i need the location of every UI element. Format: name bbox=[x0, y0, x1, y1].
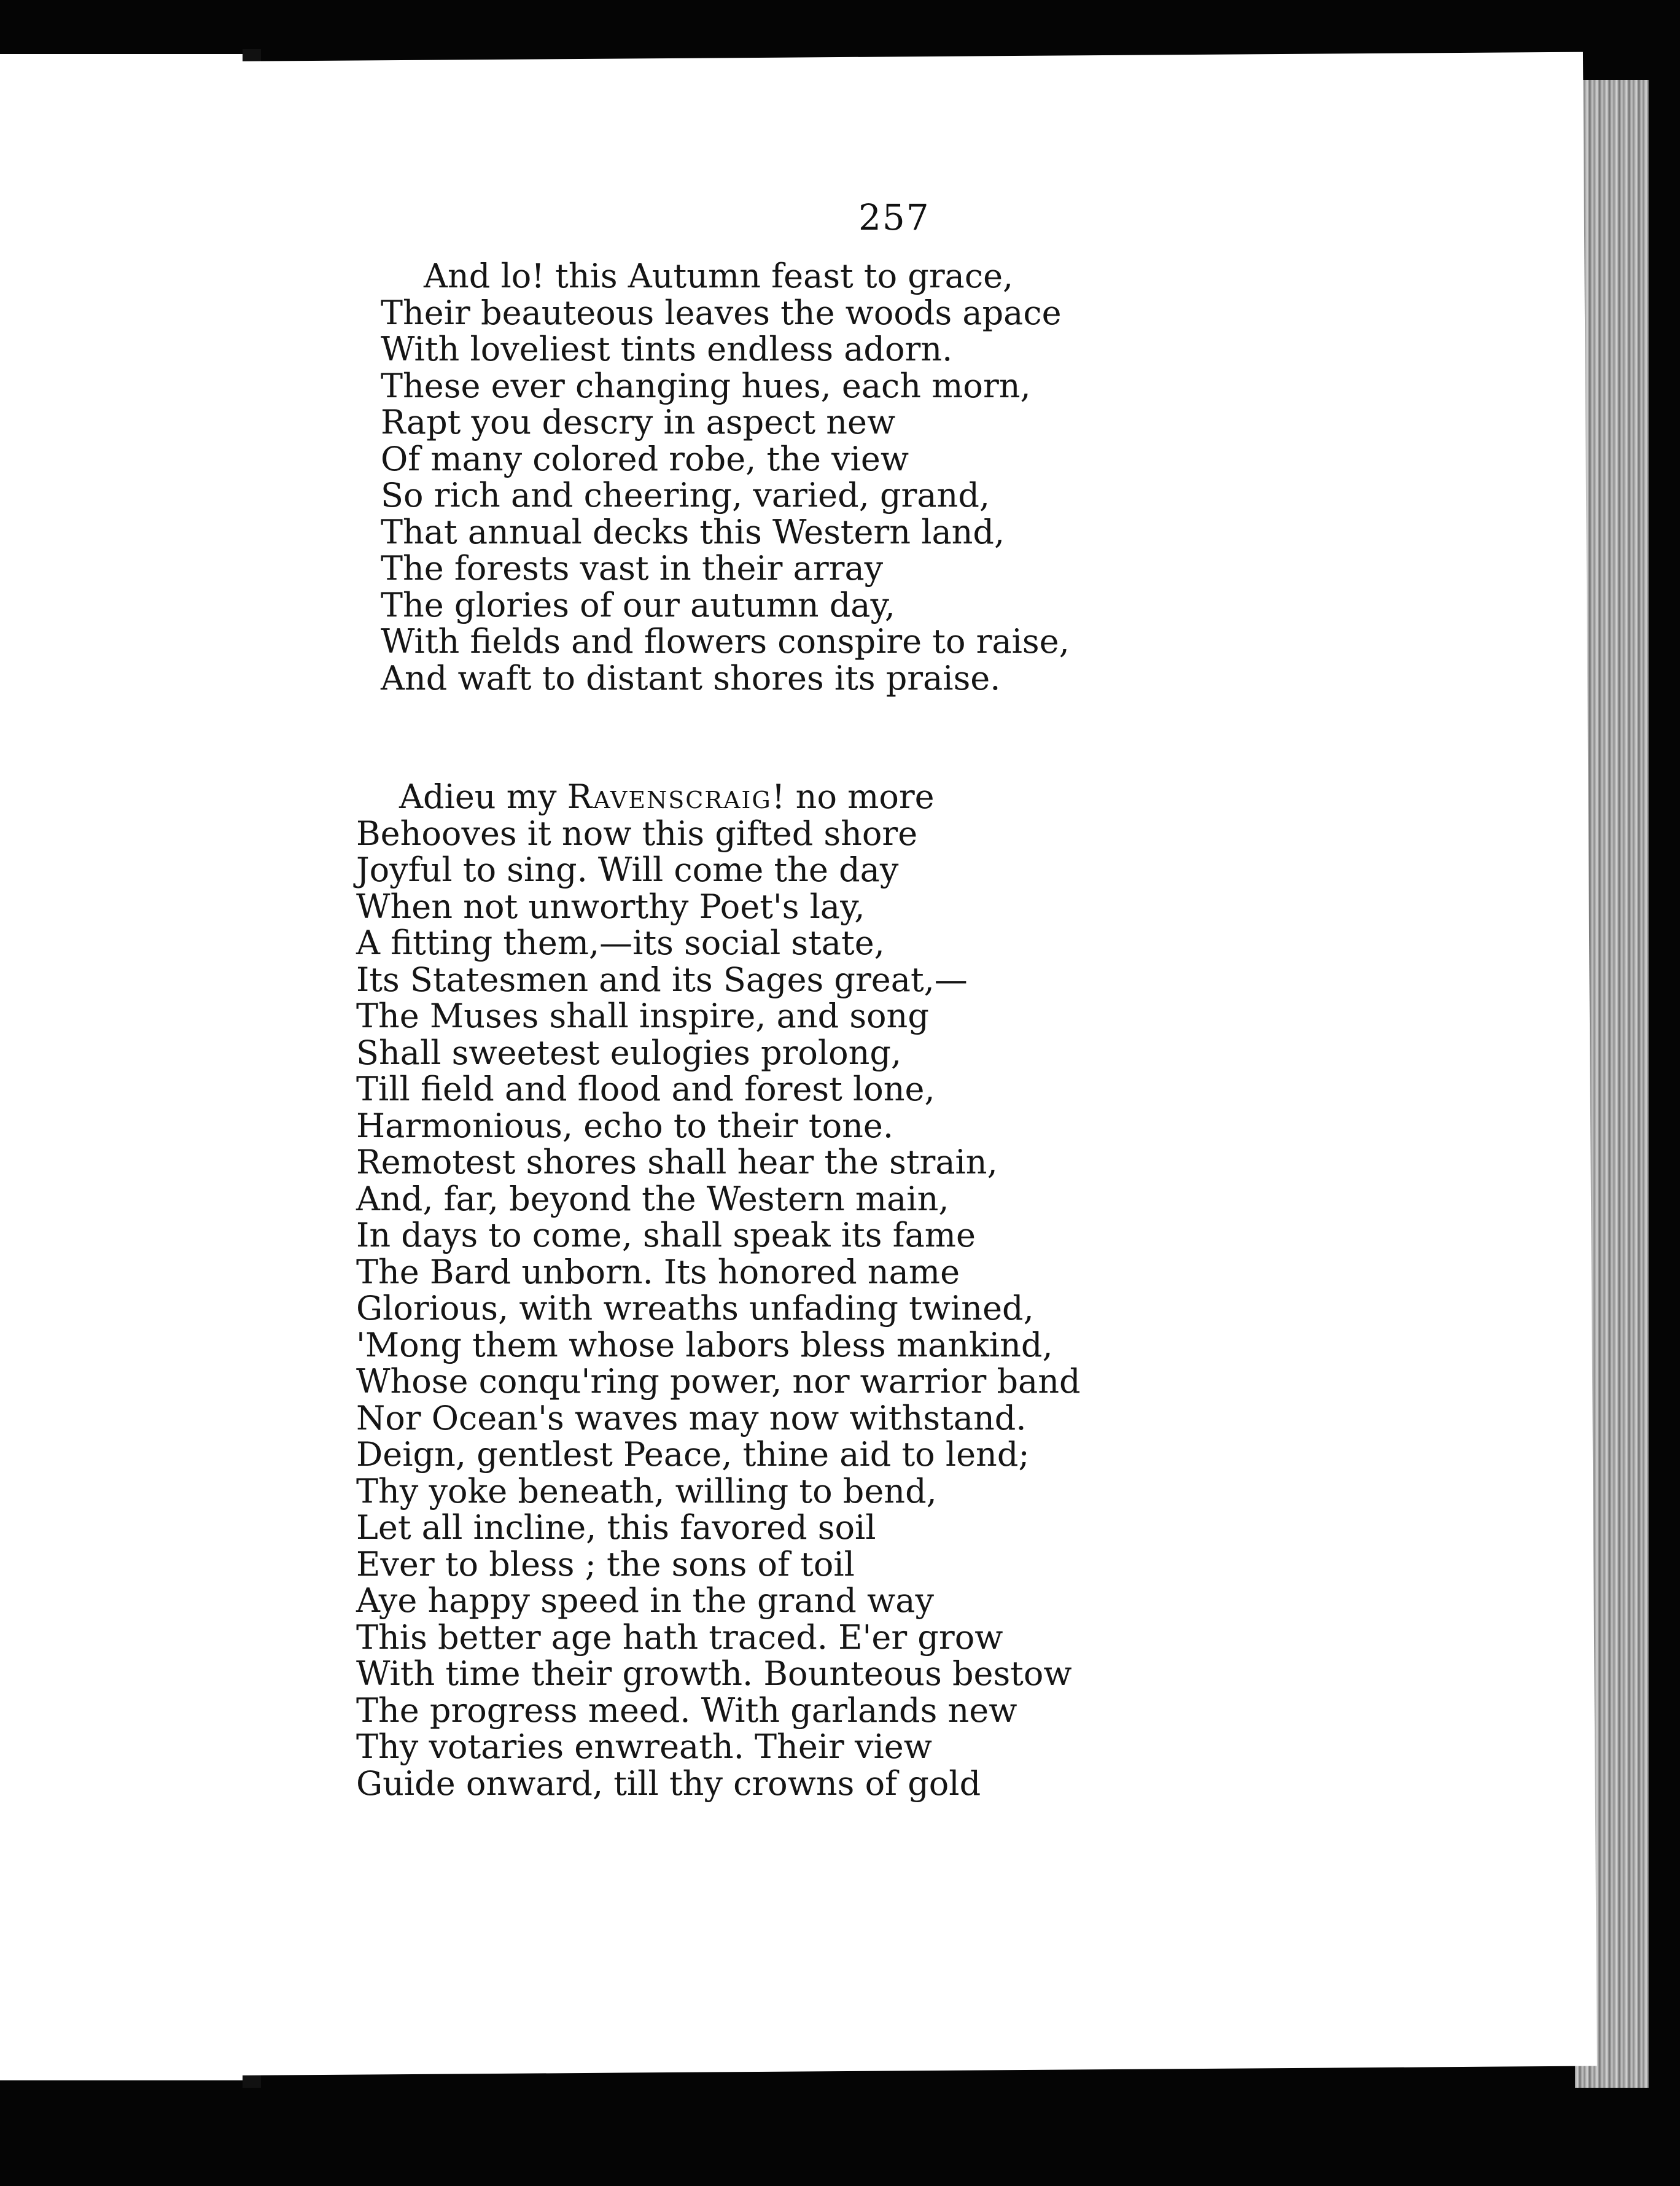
poem-line: Their beauteous leaves the woods apace bbox=[381, 293, 1062, 332]
poem-line: Guide onward, till thy crowns of gold bbox=[356, 1764, 981, 1803]
poem-line: The glories of our autumn day, bbox=[381, 585, 895, 624]
poem-line: And lo! this Autumn feast to grace, bbox=[424, 257, 1014, 295]
poem-line: Aye happy speed in the grand way bbox=[356, 1581, 934, 1620]
poem-line: That annual decks this Western land, bbox=[381, 512, 1005, 551]
poem-line: Whose conqu'ring power, nor warrior band bbox=[356, 1362, 1081, 1401]
poem-line: The forests vast in their array bbox=[381, 549, 884, 588]
poem-line: 'Mong them whose labors bless mankind, bbox=[356, 1325, 1053, 1364]
poem-line: Rapt you descry in aspect new bbox=[381, 403, 896, 441]
poem-line: Thy votaries enwreath. Their view bbox=[356, 1727, 932, 1766]
poem-line-text: ! no more bbox=[771, 777, 935, 816]
poem-line: So rich and cheering, varied, grand, bbox=[381, 476, 990, 515]
poem-line-text: Adieu my bbox=[399, 777, 567, 816]
poem-line: With fields and flowers conspire to raise, bbox=[381, 622, 1070, 661]
poem-line: A fitting them,—its social state, bbox=[356, 924, 885, 962]
poem-stanza-1 bbox=[381, 258, 1070, 696]
poem-line: The Muses shall inspire, and song bbox=[356, 997, 929, 1035]
poem-stanza-2 bbox=[356, 779, 1081, 1802]
poem-line: Till field and flood and forest lone, bbox=[356, 1070, 935, 1108]
poem-line: Of many colored robe, the view bbox=[381, 439, 909, 478]
left-facing-page bbox=[0, 54, 243, 2080]
poem-line: Harmonious, echo to their tone. bbox=[356, 1106, 894, 1145]
poem-line: With time their growth. Bounteous bestow bbox=[356, 1654, 1072, 1693]
poem-line: With loveliest tints endless adorn. bbox=[381, 330, 953, 368]
poem-line: Let all incline, this favored soil bbox=[356, 1508, 876, 1547]
poem-line: Joyful to sing. Will come the day bbox=[356, 850, 899, 889]
poem-line bbox=[356, 779, 1081, 815]
poem-line: In days to come, shall speak its fame bbox=[356, 1216, 976, 1254]
poem-line: And, far, beyond the Western main, bbox=[356, 1179, 949, 1218]
poem-line: When not unworthy Poet's lay, bbox=[356, 887, 865, 926]
poem-line: Behooves it now this gifted shore bbox=[356, 814, 918, 853]
place-name: Ravenscraig bbox=[567, 777, 772, 816]
poem-line: And waft to distant shores its praise. bbox=[381, 658, 1001, 698]
poem-line: This better age hath traced. E'er grow bbox=[356, 1617, 1003, 1657]
poem-line: The progress meed. With garlands new bbox=[356, 1690, 1017, 1730]
poem-line: Shall sweetest eulogies prolong, bbox=[356, 1033, 902, 1072]
page-number: 257 bbox=[858, 196, 930, 238]
poem-line: The Bard unborn. Its honored name bbox=[356, 1252, 960, 1291]
poem-line: Glorious, with wreaths unfading twined, bbox=[356, 1289, 1034, 1328]
poem-line: Its Statesmen and its Sages great,— bbox=[356, 960, 968, 999]
poem-line: Remotest shores shall hear the strain, bbox=[356, 1143, 998, 1181]
poem-line: Ever to bless ; the sons of toil bbox=[356, 1544, 855, 1584]
poem-line: Thy yoke beneath, willing to bend, bbox=[356, 1471, 937, 1511]
poem-line: These ever changing hues, each morn, bbox=[381, 366, 1031, 405]
poem-line: Deign, gentlest Peace, thine aid to lend; bbox=[356, 1435, 1030, 1474]
poem-line: Nor Ocean's waves may now withstand. bbox=[356, 1398, 1027, 1437]
